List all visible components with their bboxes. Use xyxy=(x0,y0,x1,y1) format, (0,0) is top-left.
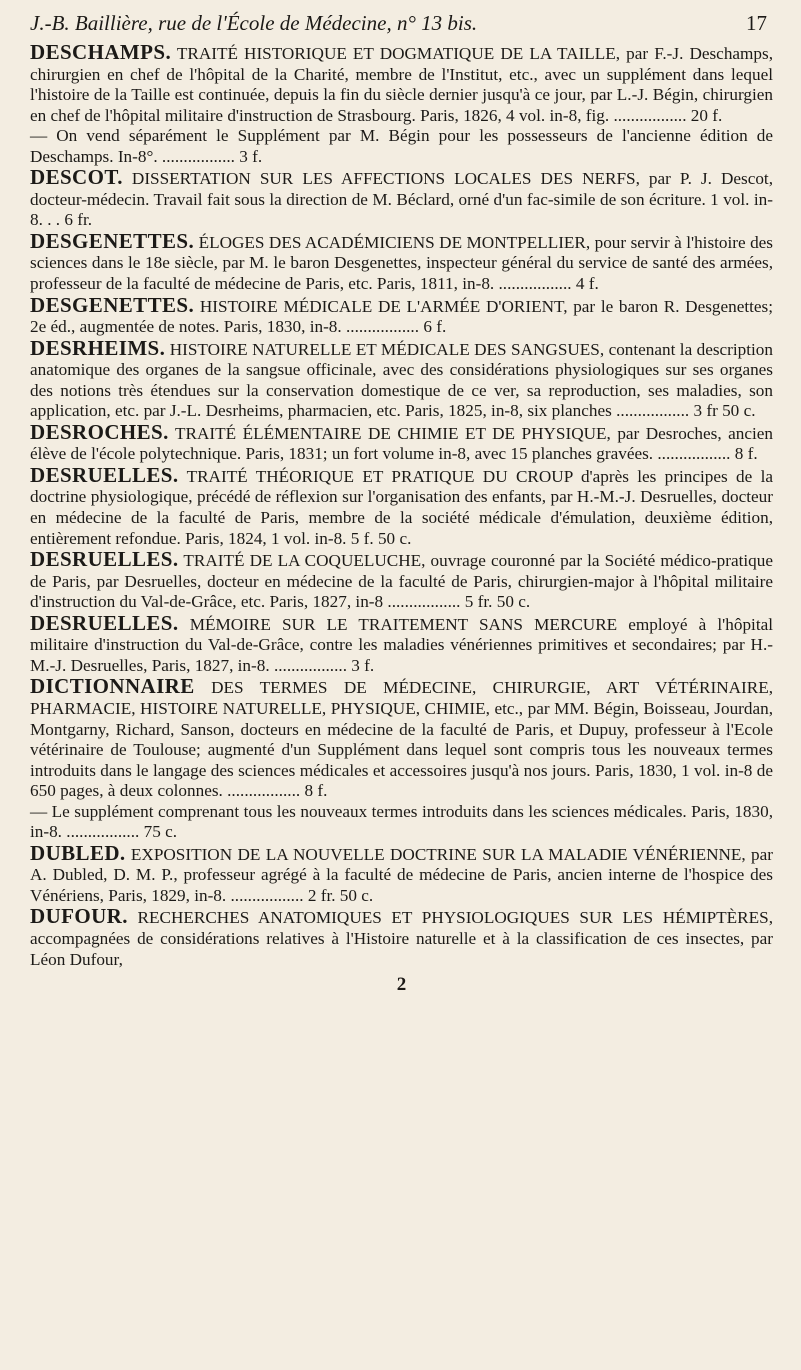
entry-text: RECHERCHES ANATOMIQUES ET PHYSIOLOGIQUES SUR LES HÉMIPTÈRES, accompagnées de considérations relatives à l'Histoire naturelle et à la classification de ces insectes, par Léon Dufour, xyxy=(30,908,773,969)
publisher-line: J.-B. Baillière, rue de l'École de Médecine, n° 13 bis. xyxy=(30,11,478,35)
catalogue-entries xyxy=(30,42,773,970)
entry-author: DICTIONNAIRE xyxy=(30,674,195,699)
entry-text: ÉLOGES DES ACADÉMICIENS DE MONTPELLIER, pour servir à l'histoire des sciences dans le 18e siècle, par M. le baron Desgenettes, inspecteur général du service de santé des armées, professeur de la faculté de médecine de Paris, etc. Paris, 1811, in-8. ................. 4 f. xyxy=(30,232,773,294)
entry-text: MÉMOIRE SUR LE TRAITEMENT SANS MERCURE employé à l'hôpital militaire d'instruction du Val-de-Grâce, contre les maladies vénériennes primitives et secondaires; par H.-M.-J. Desruelles, Paris, 1827, in-8. ................. 3 f. xyxy=(30,614,773,675)
entry-text: TRAITÉ THÉORIQUE ET PRATIQUE DU CROUP d'après les principes de la doctrine physiologique, précédé de réflexion sur l'organisation des enfants, par H.-M.-J. Desruelles, docteur en médecine de la faculté de Paris, membre de la société médicale d'émulation, deuxième édition, entièrement refondue. Paris, 1824, 1 vol. in-8. 5 f. 50 c. xyxy=(30,466,773,548)
catalogue-entry xyxy=(30,549,773,613)
entry-note: — Le supplément comprenant tous les nouveaux termes introduits dans les sciences médicales. Paris, 1830, in-8. ................. 75 c. xyxy=(30,801,773,842)
catalogue-entry xyxy=(30,610,773,677)
signature-mark: 2 xyxy=(396,974,407,996)
catalogue-entry xyxy=(30,228,773,295)
entry-author: DUBLED. xyxy=(30,840,126,865)
entry-author: DESRHEIMS. xyxy=(30,335,166,360)
catalogue-entry xyxy=(30,462,773,549)
entry-author: DESGENETTES. xyxy=(30,228,195,253)
entry-text: TRAITÉ DE LA COQUELUCHE, ouvrage couronné par la Société médico-pratique de Paris, par Desruelles, docteur en médecine de la faculté de Paris, chirurgien-major à l'hôpital militaire d'instruction du Val-de-Grâce, etc. Paris, 1827, in-8 ................. 5 fr. 50 c. xyxy=(30,551,773,612)
entry-author: DESRUELLES. xyxy=(30,462,179,487)
catalogue-entry xyxy=(30,419,773,465)
entry-author: DUFOUR. xyxy=(30,904,128,929)
entry-author: DESCOT. xyxy=(30,165,123,190)
catalogue-entry xyxy=(30,292,773,338)
entry-text: HISTOIRE NATURELLE ET MÉDICALE DES SANGSUES, contenant la description anatomique des organes de la sangsue officinale, avec des considérations physiologiques sur ses organes des notions très étendues sur la conservation domestique de ce ver, sa reproduction, ses maladies, son application, etc. par J.-L. Desrheims, pharmacien, etc. Paris, 1825, in-8, six planches ................. 3 fr 50 c. xyxy=(30,339,773,421)
catalogue-entry xyxy=(30,676,773,842)
entry-text: DISSERTATION SUR LES AFFECTIONS LOCALES DES NERFS, par P. J. Descot, docteur-médecin. Travail fait sous la direction de M. Béclard, orné d'un fac-simile de son écriture. 1 vol. in-8. . . 6 fr. xyxy=(30,169,773,230)
catalogue-entry xyxy=(30,335,773,422)
catalogue-entry xyxy=(30,42,773,167)
entry-author: DESCHAMPS. xyxy=(30,40,172,64)
entry-author: DESRUELLES. xyxy=(30,547,179,572)
entry-text: DES TERMES DE MÉDECINE, CHIRURGIE, ART VÉTÉRINAIRE, PHARMACIE, HISTOIRE NATURELLE, PHYSIQUE, CHIMIE, etc., par MM. Bégin, Boisseau, Jourdan, Montgarny, Richard, Sanson, docteurs en médecine de la faculté de Paris, et Dupuy, professeur à l'Ecole vétérinaire de Toulouse; augmenté d'un Supplément dans lequel sont compris tous les nouveaux termes introduits dans le langage des sciences médicales et accessoires jusqu'à nos jours. Paris, 1830, 1 vol. in-8 de 650 pages, à deux colonnes. ................. 8 f. xyxy=(30,678,773,801)
running-head xyxy=(30,6,773,40)
entry-note: — On vend séparément le Supplément par M. Bégin pour les possesseurs de l'ancienne édition de Deschamps. In-8°. ................. 3 f. xyxy=(30,126,773,166)
entry-author: DESROCHES. xyxy=(30,419,169,444)
entry-author: DESGENETTES. xyxy=(30,292,195,317)
catalogue-entry xyxy=(30,906,773,970)
entry-author: DESRUELLES. xyxy=(30,610,179,635)
catalogue-entry xyxy=(30,840,773,907)
entry-text: EXPOSITION DE LA NOUVELLE DOCTRINE SUR LA MALADIE VÉNÉRIENNE, par A. Dubled, D. M. P., professeur agrégé à la faculté de médecine de Paris, ancien interne de l'hospice des Vénériens, Paris, 1829, in-8. ................. 2 fr. 50 c. xyxy=(30,844,773,905)
entry-text: TRAITÉ HISTORIQUE ET DOGMATIQUE DE LA TAILLE, par F.-J. Deschamps, chirurgien en chef de l'hôpital de la Charité, membre de l'Institut, etc., avec un supplément dans lequel l'histoire de la Taille est continuée, depuis la fin du siècle dernier jusqu'à ce jour, par L.-J. Bégin, chirurgien en chef de l'hôpital militaire d'instruction de Strasbourg. Paris, 1826, 4 vol. in-8, fig. ................. 20 f. xyxy=(30,44,773,125)
page-number: 17 xyxy=(746,11,767,35)
entry-text: TRAITÉ ÉLÉMENTAIRE DE CHIMIE ET DE PHYSIQUE, par Desroches, ancien élève de l'école polytechnique. Paris, 1831; un fort volume in-8, avec 15 planches gravées. ................. 8 f. xyxy=(30,423,773,464)
catalogue-entry xyxy=(30,167,773,231)
entry-text: HISTOIRE MÉDICALE DE L'ARMÉE D'ORIENT, par le baron R. Desgenettes; 2e éd., augmentée de notes. Paris, 1830, in-8. ................. 6 f. xyxy=(30,296,773,337)
